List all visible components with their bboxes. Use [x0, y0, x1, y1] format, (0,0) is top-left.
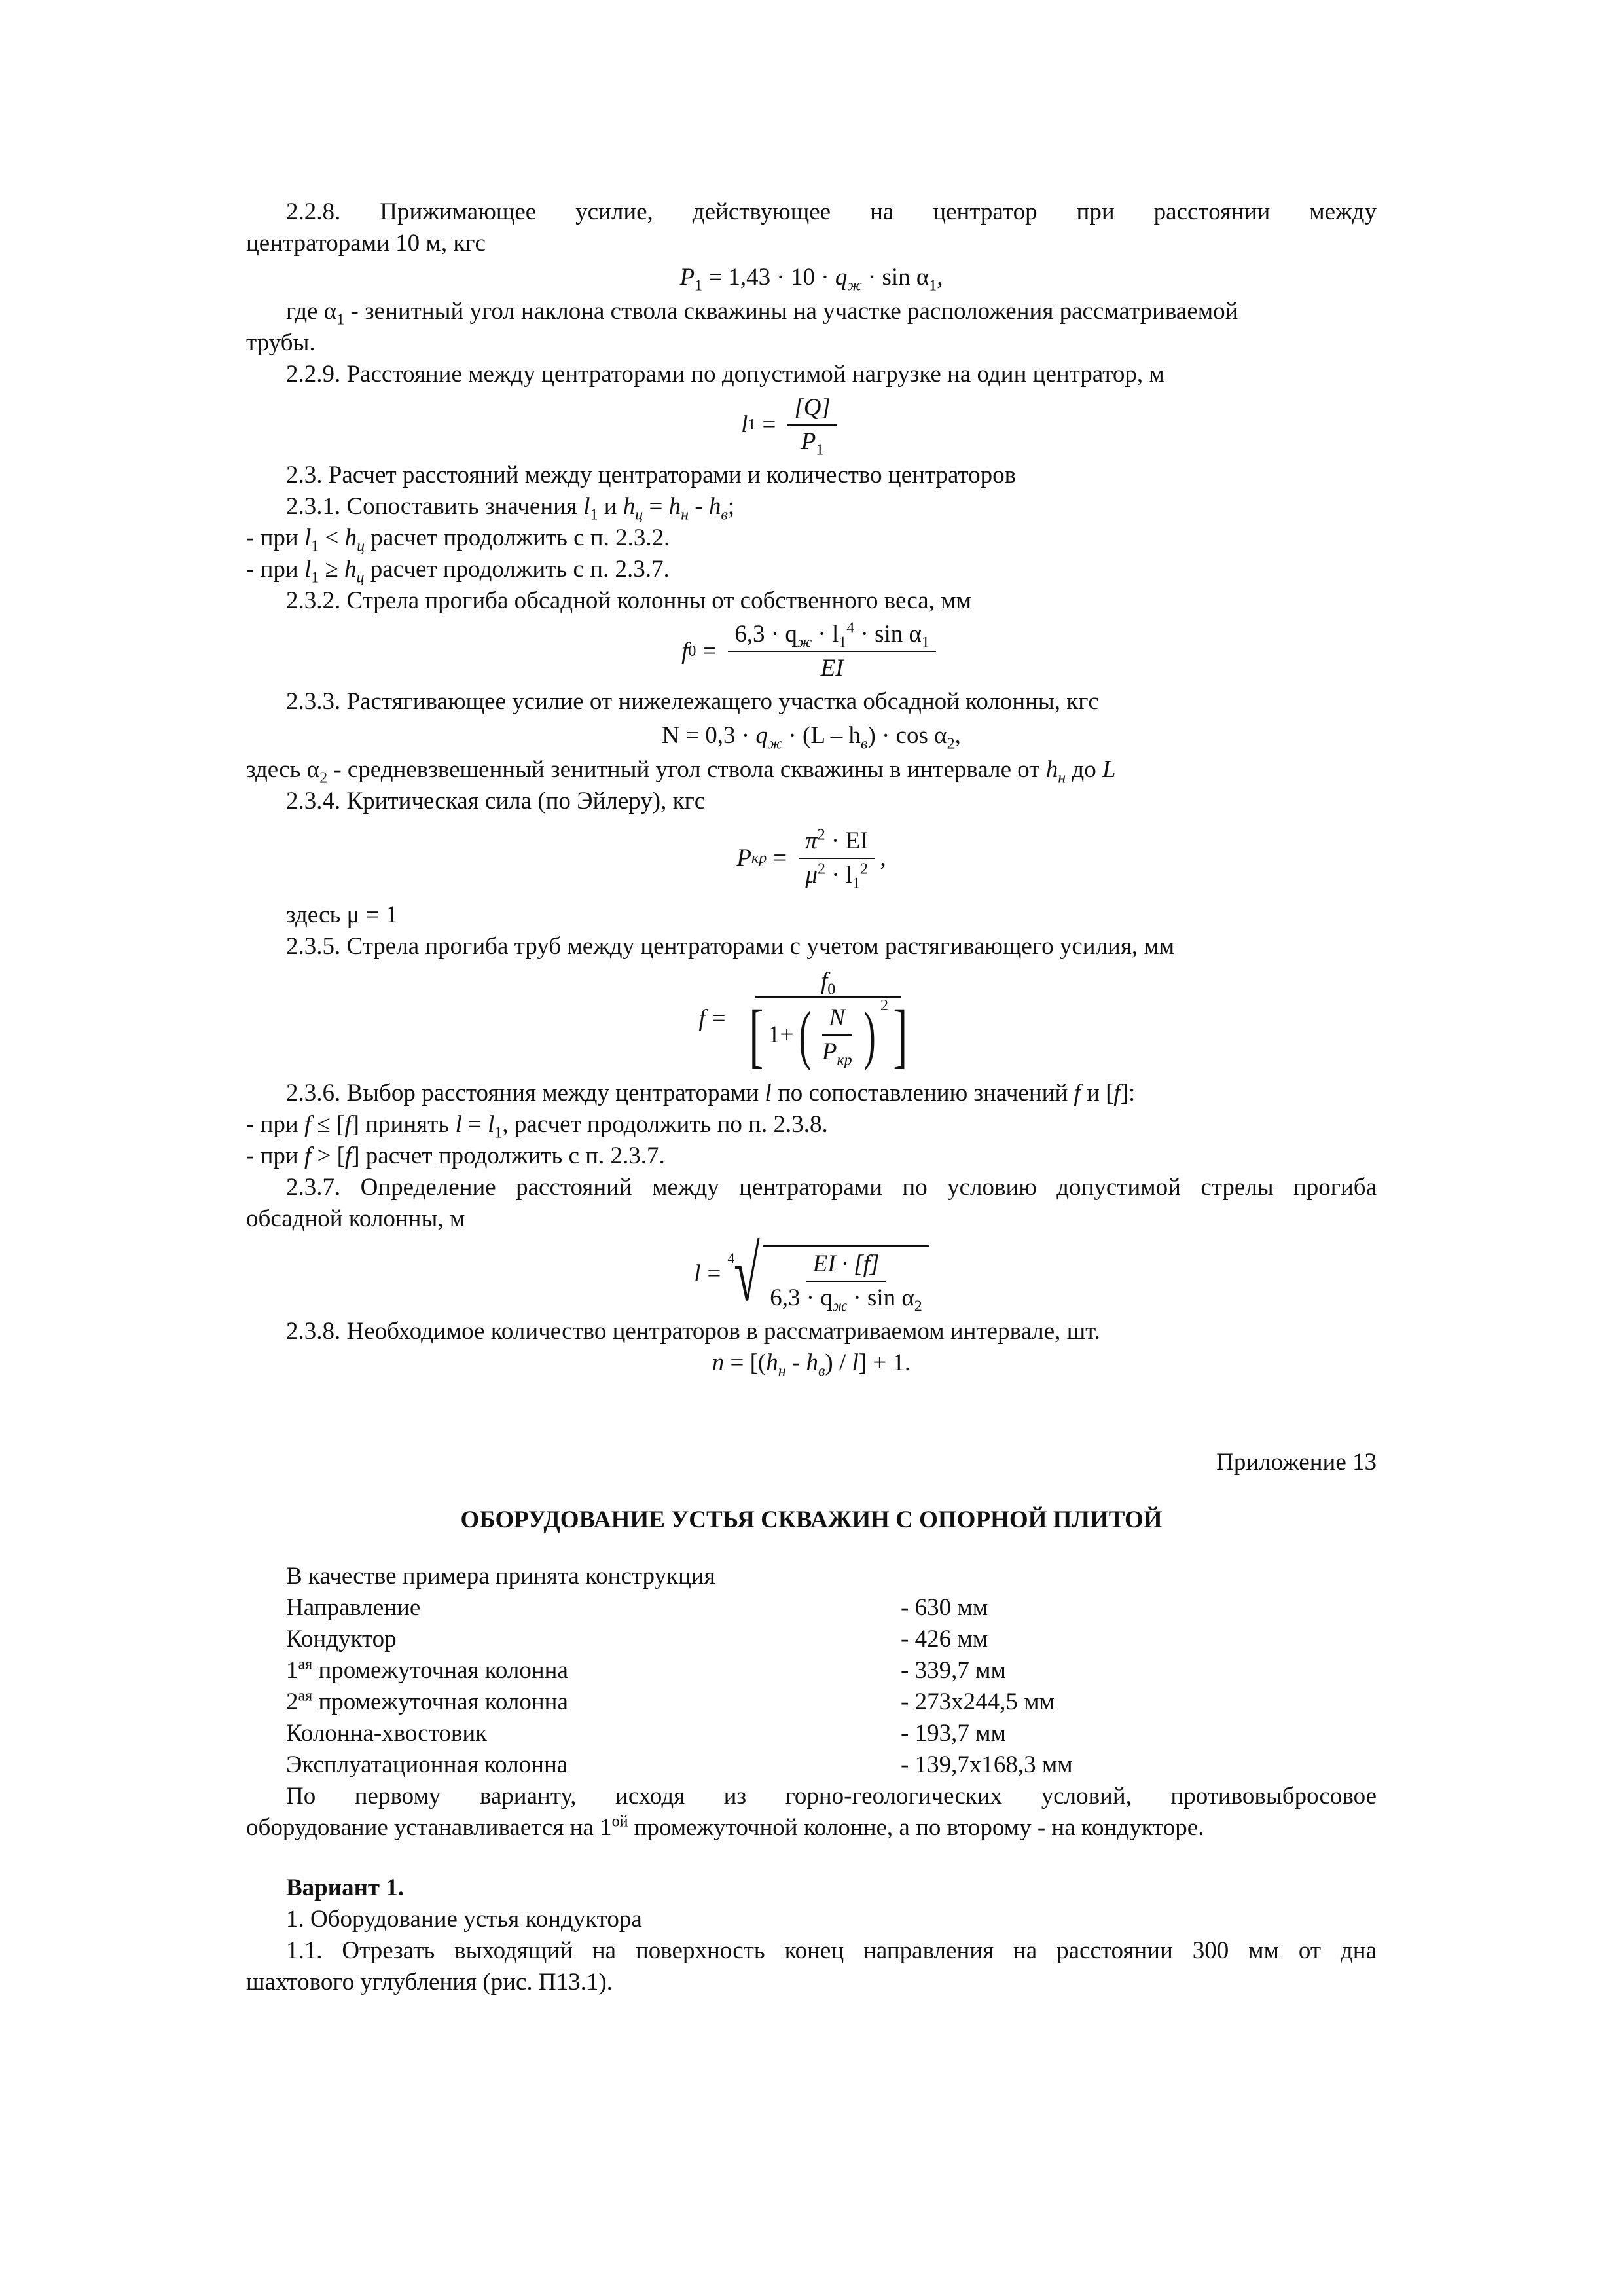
construction-row: [246, 1624, 1377, 1655]
formula-text: ] + 1.: [858, 1349, 911, 1376]
row-value: - 193,7 мм: [901, 1720, 1006, 1747]
formula-text: = 1,43 · 10 ·: [702, 264, 829, 291]
text-span: промежуточной колонне, а по второму - на кондукторе.: [628, 1814, 1204, 1841]
paragraph-2-3-1: 2.3.1. Сопоставить значения $l_1$ и $h_ц = h_н - h_в$;: [286, 493, 735, 524]
formula-text: μ: [805, 862, 818, 888]
formula-subscript: в: [721, 506, 728, 524]
text-span: ] расчет продолжить с п. 2.3.7.: [352, 1142, 665, 1169]
formula-symbol: f: [1113, 1080, 1121, 1106]
construction-row: [246, 1686, 1377, 1718]
formula-symbol: h: [344, 524, 357, 551]
root-sign-icon: √: [734, 1230, 761, 1317]
formula-symbol: q: [835, 264, 848, 291]
row-value: - 426 мм: [901, 1626, 988, 1652]
text-span: по сопоставлению значений: [771, 1080, 1074, 1106]
formula-text: -: [785, 1349, 806, 1376]
formula-symbol: l: [694, 1260, 701, 1287]
text-span: - зенитный угол наклона ствола скважины на участке расположения рассматриваемой: [344, 298, 1238, 325]
formula-symbol: l: [488, 1111, 495, 1138]
paragraph-lt: - при $l_1 < h_ц$ расчет продолжить с п. 2.3.2.: [246, 524, 670, 555]
row-name: Кондуктор: [286, 1626, 397, 1652]
formula-l: l = 4 √ $\frac{EI \cdot [f]}{6,3 \cdot q_ж \cdot \sin \alpha_2}$: [246, 1235, 1377, 1313]
paragraph-2-3: 2.3. Расчет расстояний между центраторами и количество центраторов: [286, 462, 1017, 488]
formula-text: ,: [880, 845, 886, 871]
text-span: - при: [246, 524, 304, 551]
formula-text: ) · cos α: [867, 722, 947, 749]
paragraph-2-2-9: 2.2.9. Расстояние между центраторами по допустимой нагрузке на один центратор, м: [286, 361, 1164, 388]
text-span: ≤ [: [311, 1111, 345, 1138]
formula-symbol: h: [668, 493, 681, 520]
formula-subscript: н: [681, 506, 689, 524]
appendix-title: ОБОРУДОВАНИЕ УСТЬЯ СКВАЖИН С ОПОРНОЙ ПЛИТОЙ: [460, 1506, 1163, 1533]
paragraph-where-cont: трубы.: [246, 329, 316, 356]
construction-row: [246, 1749, 1377, 1781]
formula-symbol: h: [623, 493, 636, 520]
formula-f0: f 0 = $\frac{6,3 \cdot q_ж \cdot l_1^4 \cdot \sin \alpha_1}{EI}$: [246, 619, 1377, 683]
formula-pkr: P кр = $\frac{\pi^2 \cdot EI}{\mu^2 \cdot l_1^2}$ ,: [736, 826, 886, 892]
formula-symbol: f: [304, 1142, 312, 1169]
paragraph-where-alpha1: где $\alpha_1$ - зенитный угол наклона ствола скважины на участке расположения рассматриваемой: [286, 298, 1238, 329]
paragraph-variant-a: По первому варианту, исходя из горно-геологических условий, противовыбросовое: [286, 1783, 1377, 1810]
row-value: - 139,7х168,3 мм: [901, 1751, 1073, 1778]
row-name: Эксплуатационная колонна: [286, 1751, 568, 1778]
text-span: ]:: [1120, 1080, 1136, 1106]
formula-symbol: l: [765, 1080, 772, 1106]
paragraph-gt: [246, 1140, 1377, 1172]
paragraph-2-3-5: 2.3.5. Стрела прогиба труб между центраторами с учетом растягивающего усилия, мм: [286, 933, 1175, 960]
item-1: 1. Оборудование устья кондуктора: [286, 1906, 642, 1933]
formula-symbol: f: [344, 1142, 352, 1169]
formula-symbol: h: [344, 556, 357, 583]
formula-text: π: [805, 828, 818, 854]
formula-symbol: f: [1074, 1080, 1081, 1106]
formula-f: f = $f_0$ [ 1+ ( $\frac{N}{P_{кр}}$ ) 2 ]: [698, 968, 908, 1075]
text-span: где α: [286, 298, 337, 325]
formula-text: · sin α: [861, 264, 929, 291]
text-span: , расчет продолжить по п. 2.3.8.: [502, 1111, 828, 1138]
text-span: - средневзвешенный зенитный угол ствола скважины в интервале от: [327, 756, 1046, 783]
formula-text: · sin α: [847, 1285, 914, 1311]
text-span: 2.3.6. Выбор расстояния между центраторами: [286, 1080, 765, 1106]
formula-symbol: f: [698, 1005, 706, 1032]
text-span: здесь α: [246, 756, 320, 783]
construction-row: [246, 1718, 1377, 1749]
row-value: - 273х244,5 мм: [901, 1688, 1055, 1715]
construction-list: [246, 1592, 1377, 1781]
formula-symbol: l: [741, 411, 748, 438]
text-span: > [: [311, 1142, 345, 1169]
text-span: расчет продолжить с п. 2.3.2.: [365, 524, 670, 551]
text-span: и: [598, 493, 623, 520]
formula-subscript: ц: [356, 569, 365, 587]
formula-symbol: l: [304, 556, 312, 583]
text-span: 2.3.1. Сопоставить значения: [286, 493, 584, 520]
formula-text: P: [821, 1038, 837, 1065]
formula-subscript: ц: [357, 538, 365, 555]
text-span: и [: [1080, 1080, 1114, 1106]
paragraph-2-3-8: 2.3.8. Необходимое количество центраторов в рассматриваемом интервале, шт.: [286, 1318, 1100, 1345]
formula-text: ) /: [825, 1349, 852, 1376]
formula-text: N: [829, 1004, 846, 1031]
formula-text: ,: [954, 722, 961, 749]
formula-text: 1+: [768, 1021, 794, 1048]
formula-symbol: l: [304, 524, 312, 551]
row-name: $1^{ая}$ промежуточная колонна: [286, 1656, 568, 1684]
paragraph-2-3-6: [246, 1078, 1377, 1109]
formula-subscript: кр: [751, 850, 767, 867]
paragraph-variant-b: [246, 1812, 1377, 1844]
superscript: ой: [611, 1813, 628, 1831]
formula-p1: $P_1 = 1,43 \cdot 10 \cdot q_ж \cdot \sin \alpha_1$,: [679, 264, 943, 295]
formula-denominator: EI: [820, 655, 844, 682]
formula-numerator: f: [820, 968, 828, 994]
formula-text: · l: [812, 621, 839, 647]
formula-numerator: EI · [f]: [812, 1250, 880, 1277]
formula-numerator: [Q]: [794, 394, 831, 421]
text-span: - при: [246, 1111, 304, 1138]
intro-text: В качестве примера принята конструкция: [286, 1563, 715, 1590]
formula-symbol: f: [304, 1111, 312, 1138]
paragraph-2-3-2: 2.3.2. Стрела прогиба обсадной колонны от собственного веса, мм: [286, 587, 972, 614]
document-page: [246, 196, 1377, 1998]
paragraph-here-alpha2: здесь $\alpha_2$ - средневзвешенный зенитный угол ствола скважины в интервале от $h_н$ до L: [246, 756, 1116, 787]
item-1-1-cont: шахтового углубления (рис. П13.1).: [246, 1969, 613, 1995]
root-index: 4: [727, 1250, 735, 1266]
formula-symbol: n: [712, 1349, 725, 1376]
text-span: до: [1066, 756, 1102, 783]
paragraph-2-3-7-cont: обсадной колонны, м: [246, 1205, 465, 1232]
formula-symbol: f: [681, 638, 689, 665]
formula-text: · EI: [825, 828, 869, 854]
row-value: - 339,7 мм: [901, 1657, 1006, 1684]
formula-symbol: f: [344, 1111, 352, 1138]
formula-l1: l 1 = $\frac{[Q]}{P_1}$: [207, 393, 1377, 457]
formula-subscript: ц: [635, 506, 643, 524]
text-span: расчет продолжить с п. 2.3.7.: [364, 556, 670, 583]
paragraph-2-3-3: 2.3.3. Растягивающее усилие от нижележащего участка обсадной колонны, кгс: [286, 688, 1099, 715]
text-span: =: [461, 1111, 488, 1138]
variant-heading: Вариант 1.: [286, 1874, 405, 1901]
formula-text: N = 0,3 ·: [662, 722, 756, 749]
formula-text: = [(: [724, 1349, 767, 1376]
paragraph-2-2-8-cont: центраторами 10 м, кгс: [246, 230, 486, 257]
formula-denominator: P: [801, 428, 816, 455]
construction-row: [246, 1592, 1377, 1624]
paragraph-mu: здесь μ = 1: [286, 902, 398, 928]
paragraph-2-3-7: 2.3.7. Определение расстояний между центраторами по условию допустимой стрелы прогиба: [286, 1174, 1377, 1201]
text-span: -: [689, 493, 709, 520]
construction-row: [246, 1655, 1377, 1686]
formula-text: 6,3 · q: [734, 621, 797, 647]
formula-symbol: P: [679, 264, 695, 291]
text-span: - при: [246, 1142, 304, 1169]
formula-n: $N = 0,3 \cdot q_ж \cdot (L - h_в) \cdot \cos \alpha_2$,: [662, 722, 961, 753]
text-span: оборудование устанавливается на 1: [246, 1814, 612, 1841]
paragraph-ge: - при $l_1 \ge h_ц$ расчет продолжить с п. 2.3.7.: [246, 556, 670, 587]
formula-symbol: L: [1102, 756, 1116, 783]
text-span: =: [643, 493, 669, 520]
formula-text: · sin α: [854, 621, 922, 647]
paragraph-2-2-8: 2.2.8. Прижимающее усилие, действующее на центратор при расстоянии между: [286, 198, 1377, 225]
formula-text: 6,3 · q: [770, 1285, 833, 1311]
paragraph-2-3-4: 2.3.4. Критическая сила (по Эйлеру), кгс: [286, 788, 706, 814]
formula-text: · (L – h: [782, 722, 861, 749]
text-span: - при: [246, 556, 304, 583]
formula-symbol: l: [455, 1111, 462, 1138]
formula-subscript: ж: [847, 277, 862, 295]
formula-text: · l: [825, 862, 853, 888]
paragraph-le: - при f ≤ [f] принять $l = l_1$, расчет продолжить по п. 2.3.8.: [246, 1111, 828, 1142]
row-name: $2^{ая}$ промежуточная колонна: [286, 1687, 568, 1715]
text-span: ≥: [319, 556, 345, 583]
appendix-label: Приложение 13: [1216, 1449, 1377, 1476]
formula-symbol: l: [583, 493, 590, 520]
text-span: <: [319, 524, 345, 551]
item-1-1: 1.1. Отрезать выходящий на поверхность конец направления на расстоянии 300 мм от дна: [286, 1937, 1377, 1964]
formula-symbol: P: [736, 845, 751, 871]
formula-n-count: $n = [(h_н - h_в) / l] + 1$.: [712, 1349, 911, 1380]
row-value: - 630 мм: [901, 1594, 988, 1621]
row-name: Направление: [286, 1594, 421, 1621]
formula-symbol: h: [708, 493, 721, 520]
row-name: Колонна-хвостовик: [286, 1720, 488, 1747]
text-span: ] принять: [351, 1111, 456, 1138]
